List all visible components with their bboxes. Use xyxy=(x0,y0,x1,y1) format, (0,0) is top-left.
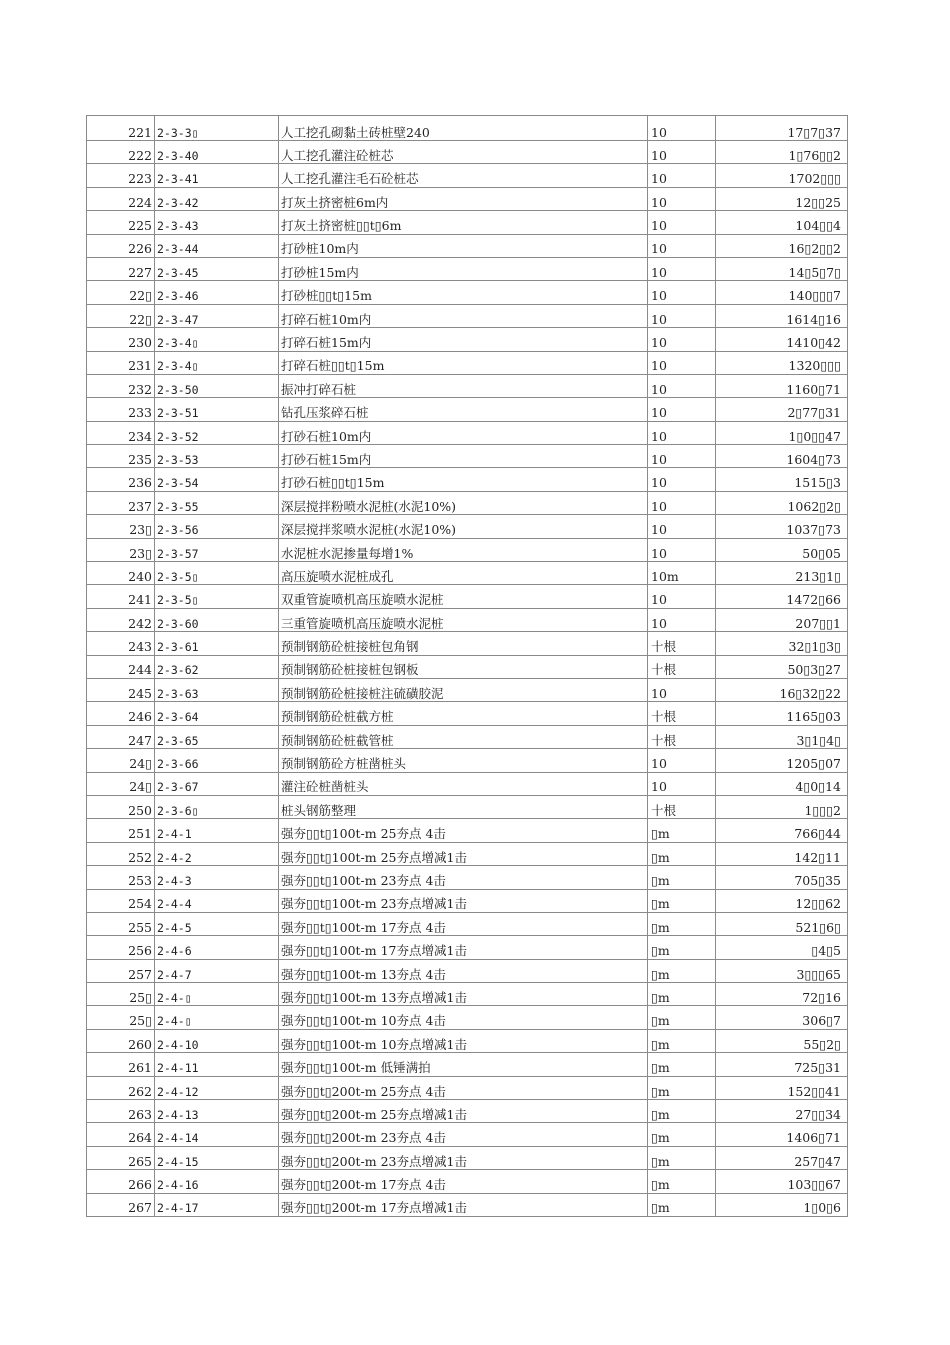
row-number-cell: 240 xyxy=(87,562,155,584)
table-row xyxy=(87,679,847,702)
value-cell: 16▯32▯22 xyxy=(779,685,841,701)
row-number-cell: 242 xyxy=(87,609,155,631)
value-cell: 1614▯16 xyxy=(786,311,841,327)
value-cell: 1▯▯▯2 xyxy=(804,802,841,818)
table-row xyxy=(87,352,847,375)
row-number-cell: 264 xyxy=(87,1123,155,1145)
value-cell: 1702▯▯▯ xyxy=(788,171,841,187)
table-row xyxy=(87,819,847,842)
item-name-cell: 强夯▯▯t▯100t-m 23夯点 4击 xyxy=(279,866,648,888)
quota-code-cell: 2-3-65 xyxy=(155,726,279,748)
row-number-cell: 260 xyxy=(87,1030,155,1052)
value-cell: 521▯6▯ xyxy=(795,919,841,935)
item-name-cell: 人工挖孔灌注毛石砼桩芯 xyxy=(279,164,648,186)
item-name-cell: 强夯▯▯t▯200t-m 25夯点增减1击 xyxy=(279,1100,648,1122)
quota-code-cell: 2-3-64 xyxy=(155,702,279,724)
unit-cell: 10 xyxy=(648,515,716,537)
quota-code-cell: 2-3-4▯ xyxy=(155,328,279,350)
row-number-cell: 24▯ xyxy=(87,749,155,771)
row-number-cell: 255 xyxy=(87,913,155,935)
unit-cell: 10 xyxy=(648,141,716,163)
item-name-cell: 打砂桩15m内 xyxy=(279,258,648,280)
value-cell: 17▯7▯37 xyxy=(787,124,841,140)
row-number-cell: 244 xyxy=(87,656,155,678)
row-number-cell: 22▯ xyxy=(87,281,155,303)
quota-code-cell: 2-3-63 xyxy=(155,679,279,701)
value-cell: 1▯0▯6 xyxy=(803,1200,841,1216)
unit-cell: 10 xyxy=(648,211,716,233)
value-cell: 306▯7 xyxy=(802,1013,841,1029)
value-cell: 1472▯66 xyxy=(786,592,841,608)
item-name-cell: 强夯▯▯t▯100t-m 25夯点增减1击 xyxy=(279,843,648,865)
quota-code-cell: 2-4-▯ xyxy=(155,983,279,1005)
table-row xyxy=(87,141,847,164)
item-name-cell: 水泥桩水泥掺量每增1% xyxy=(279,539,648,561)
unit-cell: ▯m xyxy=(648,819,716,841)
item-name-cell: 打砂石桩15m内 xyxy=(279,445,648,467)
item-name-cell: 打砂石桩▯▯t▯15m xyxy=(279,468,648,490)
row-number-cell: 224 xyxy=(87,188,155,210)
value-cell: 213▯1▯ xyxy=(795,568,841,584)
table-row xyxy=(87,609,847,632)
quota-code-cell: 2-3-51 xyxy=(155,398,279,420)
quota-code-cell: 2-4-13 xyxy=(155,1100,279,1122)
table-row xyxy=(87,562,847,585)
unit-cell: 十根 xyxy=(648,796,716,818)
row-number-cell: 263 xyxy=(87,1100,155,1122)
item-name-cell: 强夯▯▯t▯200t-m 23夯点 4击 xyxy=(279,1123,648,1145)
item-name-cell: 强夯▯▯t▯200t-m 23夯点增减1击 xyxy=(279,1147,648,1169)
table-row xyxy=(87,211,847,234)
quota-code-cell: 2-3-61 xyxy=(155,632,279,654)
row-number-cell: 241 xyxy=(87,585,155,607)
row-number-cell: 251 xyxy=(87,819,155,841)
row-number-cell: 23▯ xyxy=(87,515,155,537)
row-number-cell: 243 xyxy=(87,632,155,654)
quota-code-cell: 2-4-14 xyxy=(155,1123,279,1145)
row-number-cell: 257 xyxy=(87,960,155,982)
table-row xyxy=(87,1053,847,1076)
unit-cell: ▯m xyxy=(648,913,716,935)
value-cell: 32▯1▯3▯ xyxy=(788,639,841,655)
quota-code-cell: 2-4-11 xyxy=(155,1053,279,1075)
item-name-cell: 高压旋喷水泥桩成孔 xyxy=(279,562,648,584)
unit-cell: ▯m xyxy=(648,1147,716,1169)
table-row xyxy=(87,235,847,258)
table-row xyxy=(87,398,847,421)
table-row xyxy=(87,796,847,819)
value-cell: 207▯▯1 xyxy=(795,615,841,631)
value-cell: 103▯▯67 xyxy=(787,1177,841,1193)
item-name-cell: 桩头钢筋整理 xyxy=(279,796,648,818)
table-row xyxy=(87,726,847,749)
item-name-cell: 强夯▯▯t▯100t-m 低锤满拍 xyxy=(279,1053,648,1075)
quota-code-cell: 2-3-3▯ xyxy=(155,116,279,140)
item-name-cell: 钻孔压浆碎石桩 xyxy=(279,398,648,420)
quota-code-cell: 2-4-6 xyxy=(155,936,279,958)
table-row xyxy=(87,422,847,445)
value-cell: 1515▯3 xyxy=(794,475,841,491)
item-name-cell: 预制钢筋砼桩接桩注硫磺胶泥 xyxy=(279,679,648,701)
value-cell: 55▯2▯ xyxy=(803,1036,841,1052)
value-cell: 12▯▯25 xyxy=(795,194,841,210)
quota-code-cell: 2-4-2 xyxy=(155,843,279,865)
row-number-cell: 233 xyxy=(87,398,155,420)
table-row xyxy=(87,585,847,608)
quota-code-cell: 2-3-66 xyxy=(155,749,279,771)
unit-cell: 10 xyxy=(648,258,716,280)
item-name-cell: 打灰土挤密桩6m内 xyxy=(279,188,648,210)
row-number-cell: 24▯ xyxy=(87,773,155,795)
value-cell: 152▯▯41 xyxy=(787,1083,841,1099)
item-name-cell: 深层搅拌粉喷水泥桩(水泥10%) xyxy=(279,492,648,514)
row-number-cell: 247 xyxy=(87,726,155,748)
item-name-cell: 打砂桩▯▯t▯15m xyxy=(279,281,648,303)
item-name-cell: 振冲打碎石桩 xyxy=(279,375,648,397)
value-cell: 1320▯▯▯ xyxy=(788,358,841,374)
unit-cell: 10 xyxy=(648,328,716,350)
table-row xyxy=(87,305,847,328)
table-row xyxy=(87,632,847,655)
quota-code-cell: 2-3-4▯ xyxy=(155,352,279,374)
value-cell: 50▯05 xyxy=(802,545,841,561)
unit-cell: ▯m xyxy=(648,1194,716,1216)
table-row xyxy=(87,656,847,679)
unit-cell: 10 xyxy=(648,352,716,374)
table-row xyxy=(87,515,847,538)
row-number-cell: 267 xyxy=(87,1194,155,1216)
item-name-cell: 人工挖孔灌注砼桩芯 xyxy=(279,141,648,163)
item-name-cell: 预制钢筋砼桩接桩包钢板 xyxy=(279,656,648,678)
quota-code-cell: 2-4-12 xyxy=(155,1077,279,1099)
value-cell: 705▯35 xyxy=(794,873,841,888)
row-number-cell: 256 xyxy=(87,936,155,958)
quota-code-cell: 2-3-43 xyxy=(155,211,279,233)
unit-cell: ▯m xyxy=(648,890,716,912)
quota-code-cell: 2-3-50 xyxy=(155,375,279,397)
unit-cell: 十根 xyxy=(648,726,716,748)
table-row xyxy=(87,866,847,889)
unit-cell: 10 xyxy=(648,492,716,514)
quota-code-cell: 2-4-3 xyxy=(155,866,279,888)
quota-code-cell: 2-3-55 xyxy=(155,492,279,514)
unit-cell: ▯m xyxy=(648,1077,716,1099)
table-row xyxy=(87,1006,847,1029)
quota-code-cell: 2-4-16 xyxy=(155,1170,279,1192)
unit-cell: 10 xyxy=(648,375,716,397)
quota-code-cell: 2-3-56 xyxy=(155,515,279,537)
unit-cell: 10 xyxy=(648,773,716,795)
item-name-cell: 强夯▯▯t▯200t-m 17夯点 4击 xyxy=(279,1170,648,1192)
value-cell: 2▯77▯31 xyxy=(787,405,841,421)
quota-code-cell: 2-3-40 xyxy=(155,141,279,163)
item-name-cell: 三重管旋喷机高压旋喷水泥桩 xyxy=(279,609,648,631)
table-row xyxy=(87,188,847,211)
unit-cell: 10 xyxy=(648,281,716,303)
row-number-cell: 235 xyxy=(87,445,155,467)
value-cell: 766▯44 xyxy=(794,826,841,842)
item-name-cell: 强夯▯▯t▯100t-m 10夯点 4击 xyxy=(279,1006,648,1028)
unit-cell: 10 xyxy=(648,468,716,490)
value-cell: 14▯5▯7▯ xyxy=(788,264,841,280)
table-row xyxy=(87,890,847,913)
item-name-cell: 强夯▯▯t▯100t-m 13夯点增减1击 xyxy=(279,983,648,1005)
row-number-cell: 222 xyxy=(87,141,155,163)
unit-cell: ▯m xyxy=(648,960,716,982)
unit-cell: 10 xyxy=(648,235,716,257)
row-number-cell: 231 xyxy=(87,352,155,374)
row-number-cell: 226 xyxy=(87,235,155,257)
quota-code-cell: 2-3-41 xyxy=(155,164,279,186)
unit-cell: ▯m xyxy=(648,866,716,888)
quota-table xyxy=(86,115,848,1217)
table-row xyxy=(87,702,847,725)
value-cell: 1160▯71 xyxy=(786,381,841,397)
unit-cell: 10m xyxy=(648,562,716,584)
quota-code-cell: 2-3-6▯ xyxy=(155,796,279,818)
unit-cell: 10 xyxy=(648,398,716,420)
unit-cell: 10 xyxy=(648,539,716,561)
item-name-cell: 强夯▯▯t▯100t-m 25夯点 4击 xyxy=(279,819,648,841)
item-name-cell: 打砂桩10m内 xyxy=(279,235,648,257)
value-cell: 1062▯2▯ xyxy=(787,498,841,514)
unit-cell: ▯m xyxy=(648,936,716,958)
quota-code-cell: 2-3-42 xyxy=(155,188,279,210)
item-name-cell: 打灰土挤密桩▯▯t▯6m xyxy=(279,211,648,233)
table-row xyxy=(87,843,847,866)
row-number-cell: 225 xyxy=(87,211,155,233)
table-row xyxy=(87,164,847,187)
quota-code-cell: 2-3-46 xyxy=(155,281,279,303)
item-name-cell: 预制钢筋砼方桩凿桩头 xyxy=(279,749,648,771)
quota-code-cell: 2-3-67 xyxy=(155,773,279,795)
table-row xyxy=(87,960,847,983)
value-cell: 12▯▯62 xyxy=(795,896,841,912)
unit-cell: 10 xyxy=(648,585,716,607)
row-number-cell: 265 xyxy=(87,1147,155,1169)
item-name-cell: 强夯▯▯t▯100t-m 17夯点增减1击 xyxy=(279,936,648,958)
unit-cell: 10 xyxy=(648,422,716,444)
row-number-cell: 22▯ xyxy=(87,305,155,327)
row-number-cell: 25▯ xyxy=(87,983,155,1005)
value-cell: 142▯11 xyxy=(794,849,841,865)
row-number-cell: 245 xyxy=(87,679,155,701)
row-number-cell: 223 xyxy=(87,164,155,186)
quota-code-cell: 2-3-52 xyxy=(155,422,279,444)
row-number-cell: 250 xyxy=(87,796,155,818)
value-cell: 50▯3▯27 xyxy=(787,662,841,678)
table-row xyxy=(87,258,847,281)
unit-cell: ▯m xyxy=(648,1100,716,1122)
row-number-cell: 236 xyxy=(87,468,155,490)
quota-code-cell: 2-4-▯ xyxy=(155,1006,279,1028)
table-row xyxy=(87,749,847,772)
unit-cell: ▯m xyxy=(648,1030,716,1052)
row-number-cell: 232 xyxy=(87,375,155,397)
value-cell: 1▯0▯▯47 xyxy=(788,428,841,444)
value-cell: 16▯2▯▯2 xyxy=(788,241,841,257)
item-name-cell: 灌注砼桩凿桩头 xyxy=(279,773,648,795)
table-row xyxy=(87,1123,847,1146)
unit-cell: 10 xyxy=(648,188,716,210)
value-cell: 72▯16 xyxy=(802,989,841,1005)
row-number-cell: 230 xyxy=(87,328,155,350)
item-name-cell: 打砂石桩10m内 xyxy=(279,422,648,444)
table-row xyxy=(87,281,847,304)
quota-code-cell: 2-3-5▯ xyxy=(155,562,279,584)
quota-code-cell: 2-3-60 xyxy=(155,609,279,631)
row-number-cell: 252 xyxy=(87,843,155,865)
unit-cell: 10 xyxy=(648,116,716,140)
value-cell: 1604▯73 xyxy=(786,451,841,467)
unit-cell: 10 xyxy=(648,749,716,771)
unit-cell: ▯m xyxy=(648,1123,716,1145)
item-name-cell: 双重管旋喷机高压旋喷水泥桩 xyxy=(279,585,648,607)
quota-code-cell: 2-3-53 xyxy=(155,445,279,467)
table-row xyxy=(87,913,847,936)
unit-cell: 10 xyxy=(648,305,716,327)
quota-code-cell: 2-3-44 xyxy=(155,235,279,257)
row-number-cell: 246 xyxy=(87,702,155,724)
quota-code-cell: 2-4-7 xyxy=(155,960,279,982)
unit-cell: ▯m xyxy=(648,1053,716,1075)
row-number-cell: 237 xyxy=(87,492,155,514)
table-row xyxy=(87,1194,847,1217)
item-name-cell: 强夯▯▯t▯100t-m 10夯点增减1击 xyxy=(279,1030,648,1052)
item-name-cell: 打碎石桩10m内 xyxy=(279,305,648,327)
table-row xyxy=(87,1030,847,1053)
row-number-cell: 262 xyxy=(87,1077,155,1099)
item-name-cell: 打碎石桩▯▯t▯15m xyxy=(279,352,648,374)
quota-code-cell: 2-3-57 xyxy=(155,539,279,561)
item-name-cell: 强夯▯▯t▯200t-m 25夯点 4击 xyxy=(279,1077,648,1099)
quota-code-cell: 2-3-5▯ xyxy=(155,585,279,607)
unit-cell: 十根 xyxy=(648,656,716,678)
table-row xyxy=(87,1100,847,1123)
table-row xyxy=(87,539,847,562)
row-number-cell: 23▯ xyxy=(87,539,155,561)
item-name-cell: 深层搅拌浆喷水泥桩(水泥10%) xyxy=(279,515,648,537)
value-cell: ▯4▯5 xyxy=(811,943,841,959)
row-number-cell: 266 xyxy=(87,1170,155,1192)
value-cell: 27▯▯34 xyxy=(795,1106,841,1122)
unit-cell: ▯m xyxy=(648,843,716,865)
table-row xyxy=(87,936,847,959)
quota-code-cell: 2-4-4 xyxy=(155,890,279,912)
row-number-cell: 234 xyxy=(87,422,155,444)
table-row xyxy=(87,375,847,398)
table-row xyxy=(87,1147,847,1170)
row-number-cell: 261 xyxy=(87,1053,155,1075)
item-name-cell: 打碎石桩15m内 xyxy=(279,328,648,350)
quota-code-cell: 2-4-5 xyxy=(155,913,279,935)
value-cell: 1037▯73 xyxy=(786,522,841,538)
value-cell: 1205▯07 xyxy=(786,756,841,772)
quota-code-cell: 2-3-62 xyxy=(155,656,279,678)
value-cell: 104▯▯4 xyxy=(795,218,841,234)
item-name-cell: 强夯▯▯t▯100t-m 13夯点 4击 xyxy=(279,960,648,982)
quota-code-cell: 2-4-1 xyxy=(155,819,279,841)
table-row xyxy=(87,773,847,796)
item-name-cell: 强夯▯▯t▯200t-m 17夯点增减1击 xyxy=(279,1194,648,1216)
unit-cell: 10 xyxy=(648,609,716,631)
table-row xyxy=(87,983,847,1006)
unit-cell: 十根 xyxy=(648,702,716,724)
item-name-cell: 预制钢筋砼桩截管桩 xyxy=(279,726,648,748)
value-cell: 725▯31 xyxy=(794,1060,841,1076)
row-number-cell: 227 xyxy=(87,258,155,280)
value-cell: 4▯0▯14 xyxy=(795,779,841,795)
value-cell: 3▯1▯4▯ xyxy=(796,732,841,748)
quota-code-cell: 2-3-47 xyxy=(155,305,279,327)
table-row xyxy=(87,468,847,491)
item-name-cell: 强夯▯▯t▯100t-m 23夯点增减1击 xyxy=(279,890,648,912)
unit-cell: 10 xyxy=(648,164,716,186)
row-number-cell: 25▯ xyxy=(87,1006,155,1028)
table-row xyxy=(87,445,847,468)
table-row xyxy=(87,1077,847,1100)
unit-cell: 10 xyxy=(648,445,716,467)
value-cell: 3▯▯▯65 xyxy=(796,966,841,982)
value-cell: 1406▯71 xyxy=(786,1130,841,1146)
item-name-cell: 强夯▯▯t▯100t-m 17夯点 4击 xyxy=(279,913,648,935)
value-cell: 1410▯42 xyxy=(786,335,841,351)
unit-cell: ▯m xyxy=(648,983,716,1005)
item-name-cell: 预制钢筋砼桩截方桩 xyxy=(279,702,648,724)
value-cell: 257▯47 xyxy=(794,1153,841,1169)
table-row xyxy=(87,116,847,141)
quota-code-cell: 2-4-17 xyxy=(155,1194,279,1216)
item-name-cell: 预制钢筋砼桩接桩包角钢 xyxy=(279,632,648,654)
unit-cell: ▯m xyxy=(648,1170,716,1192)
unit-cell: ▯m xyxy=(648,1006,716,1028)
row-number-cell: 254 xyxy=(87,890,155,912)
quota-code-cell: 2-4-10 xyxy=(155,1030,279,1052)
quota-code-cell: 2-3-45 xyxy=(155,258,279,280)
quota-code-cell: 2-3-54 xyxy=(155,468,279,490)
unit-cell: 十根 xyxy=(648,632,716,654)
value-cell: 1165▯03 xyxy=(786,709,841,725)
value-cell: 1▯76▯▯2 xyxy=(788,147,841,163)
table-row xyxy=(87,328,847,351)
row-number-cell: 253 xyxy=(87,866,155,888)
quota-code-cell: 2-4-15 xyxy=(155,1147,279,1169)
item-name-cell: 人工挖孔砌黏土砖桩壁240 xyxy=(279,116,648,140)
unit-cell: 10 xyxy=(648,679,716,701)
table-row xyxy=(87,1170,847,1193)
table-row xyxy=(87,492,847,515)
value-cell: 140▯▯▯7 xyxy=(788,288,841,304)
row-number-cell: 221 xyxy=(87,116,155,140)
